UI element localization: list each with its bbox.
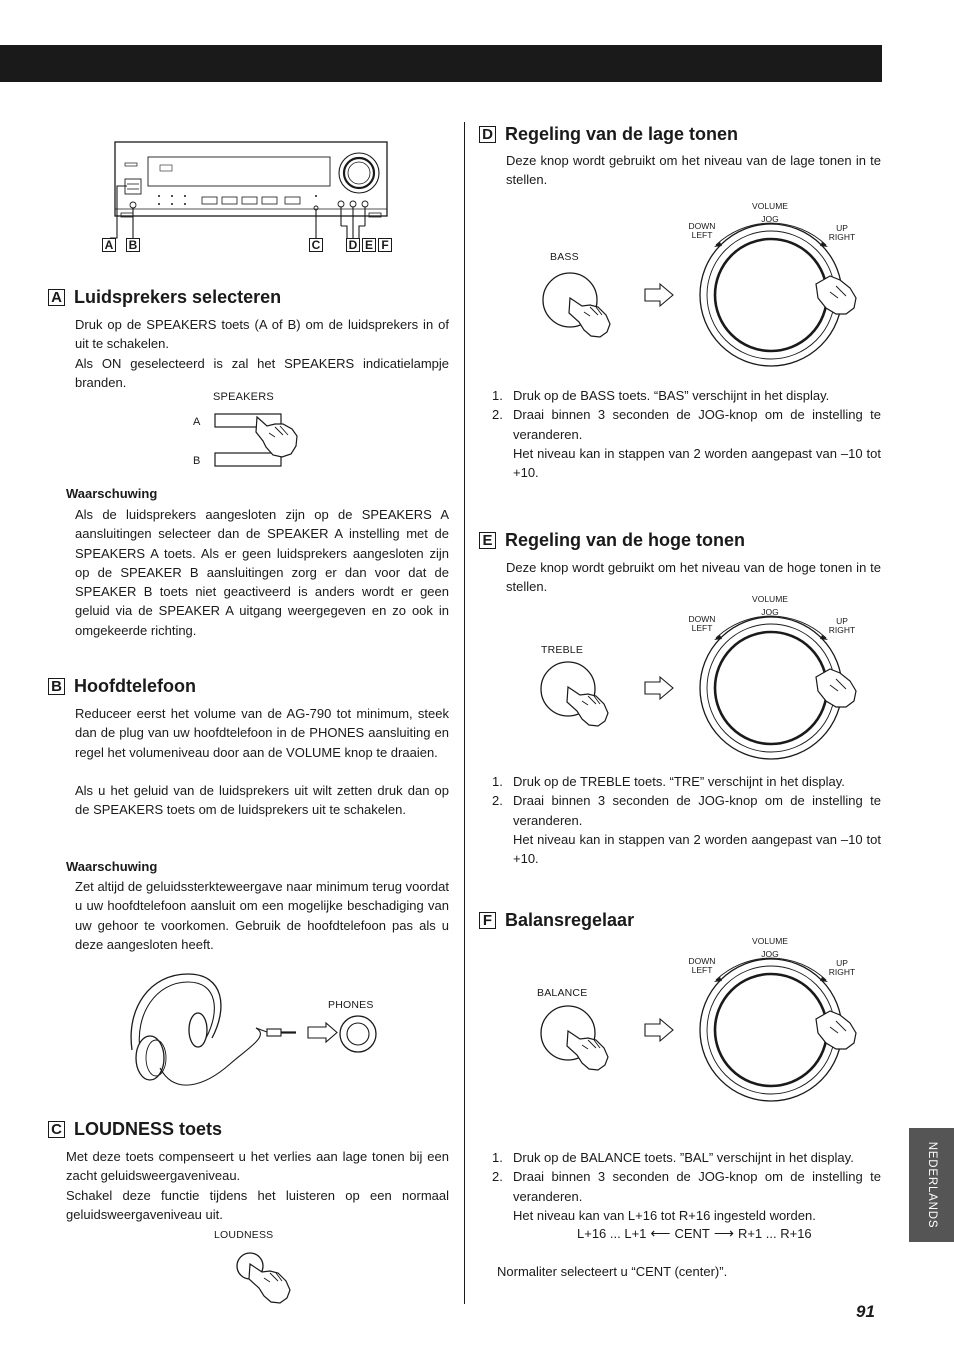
loudness-button-illustration bbox=[234, 1248, 304, 1308]
step-subtext: Het niveau kan in stappen van 2 worden aangepast van –10 tot +10. bbox=[513, 831, 881, 867]
diagram-label-e: E bbox=[362, 238, 376, 252]
up-label-f: UP bbox=[836, 958, 848, 968]
speakers-b-label: B bbox=[193, 455, 201, 467]
section-c-title: LOUDNESS toets bbox=[74, 1119, 223, 1139]
language-label: NEDERLANDS bbox=[925, 1141, 938, 1229]
balance-label: BALANCE bbox=[537, 987, 588, 999]
diagram-label-c: C bbox=[309, 238, 323, 252]
step-number: 2. bbox=[492, 407, 503, 423]
step-item bbox=[492, 1167, 881, 1225]
arrow-left-icon: ⟵ bbox=[650, 1225, 671, 1241]
section-b-letter: B bbox=[48, 678, 65, 695]
diagram-label-d: D bbox=[346, 238, 360, 252]
down-label-d: DOWN bbox=[688, 221, 716, 231]
balance-range bbox=[577, 1225, 812, 1242]
loudness-label: LOUDNESS bbox=[214, 1229, 274, 1241]
left-label-e: LEFT bbox=[691, 623, 713, 633]
treble-jog-dial-illustration bbox=[540, 605, 880, 765]
section-e-heading bbox=[479, 530, 745, 551]
volume-label-e: VOLUME bbox=[752, 594, 788, 604]
language-side-tab bbox=[909, 1128, 954, 1242]
down-label-e: DOWN bbox=[688, 614, 716, 624]
section-f-letter: F bbox=[479, 912, 496, 929]
section-e-letter: E bbox=[479, 532, 496, 549]
step-text: Druk op de BASS toets. “BAS” verschijnt in het display. bbox=[513, 388, 830, 403]
right-label-d: RIGHT bbox=[828, 232, 856, 242]
section-b-warning: Zet altijd de geluidssterkteweergave naar minimum terug voordat u uw hoofdtelefoon aansluit om een mogelijke beschadiging van uw gehoor te voorkomen. Gebruik de hoofdtelefoon pas als u deze aangesloten heeft. bbox=[75, 879, 449, 952]
section-d-heading bbox=[479, 124, 738, 145]
jog-label-d: JOG bbox=[761, 214, 779, 224]
jog-label-f: JOG bbox=[761, 949, 779, 959]
range-left: L+16 ... L+1 bbox=[577, 1226, 647, 1241]
step-text: Druk op de BALANCE toets. ”BAL” verschijnt in het display. bbox=[513, 1150, 854, 1165]
section-f-note: Normaliter selecteert u “CENT (center)”. bbox=[497, 1264, 728, 1279]
section-c-letter: C bbox=[48, 1121, 65, 1138]
step-item bbox=[492, 1148, 881, 1167]
balance-jog-dial-illustration bbox=[540, 947, 880, 1107]
section-e-title: Regeling van de hoge tonen bbox=[505, 530, 746, 550]
section-b-heading bbox=[48, 676, 196, 697]
speakers-a-label: A bbox=[193, 416, 201, 428]
step-subtext: Het niveau kan van L+16 tot R+16 ingesteld worden. bbox=[513, 1207, 816, 1223]
section-c-heading bbox=[48, 1119, 222, 1140]
section-f-steps bbox=[492, 1148, 881, 1225]
step-text: Draai binnen 3 seconden de JOG-knop om de instelling te veranderen. bbox=[513, 407, 881, 442]
volume-label-f: VOLUME bbox=[752, 936, 788, 946]
step-item bbox=[492, 405, 881, 482]
speakers-button-illustration bbox=[213, 405, 323, 475]
step-number: 1. bbox=[492, 774, 503, 789]
section-a-warning: Als de luidsprekers aangesloten zijn op de SPEAKERS A aansluitingen selecteer dan de SPEAKER A instelling met de SPEAKERS A toets. Als er geen luidsprekers aangesloten zijn op de SPEAKER B aansluitingen zorg er dan voor dat de SPEAKER B toets niet geactiveerd is anders wordt er geen geluid via de SPEAKER A uitgang weergegeven en zo ook in omgekeerde richting. bbox=[75, 507, 449, 638]
arrow-right-icon: ⟶ bbox=[713, 1225, 734, 1241]
section-b-body: Reduceer eerst het volume van de AG-790 tot minimum, steek dan de plug van uw hoofdtelefoon in de PHONES aansluiting en regel het volumeniveau door aan de VOLUME knop te draaien. Als u het geluid van de luidsprekers uit wilt zetten druk dan op de SPEAKERS toets om de luidsprekers uit te schakelen. bbox=[75, 706, 449, 818]
section-e-body: Deze knop wordt gebruikt om het niveau van de hoge tonen in te stellen. bbox=[506, 560, 881, 595]
section-a-letter: A bbox=[48, 289, 65, 306]
range-right: R+1 ... R+16 bbox=[737, 1226, 812, 1241]
section-d-body: Deze knop wordt gebruikt om het niveau van de lage tonen in te stellen. bbox=[506, 153, 881, 188]
section-c-body: Met deze toets compenseert u het verlies aan lage tonen bij een zacht geluidsweergaveniveau. Schakel deze functie tijdens het luisteren op een normaal geluidsweergaveniveau uit. bbox=[66, 1149, 449, 1222]
step-text: Druk op de TREBLE toets. “TRE” verschijnt in het display. bbox=[513, 774, 845, 789]
step-number: 2. bbox=[492, 793, 503, 809]
diagram-label-a: A bbox=[102, 238, 116, 252]
step-text: Draai binnen 3 seconden de JOG-knop om de instelling te veranderen. bbox=[513, 1169, 881, 1204]
step-number: 2. bbox=[492, 1169, 503, 1185]
section-d-steps bbox=[492, 386, 881, 482]
section-d-title: Regeling van de lage tonen bbox=[505, 124, 739, 144]
up-label-d: UP bbox=[836, 223, 848, 233]
volume-label-d: VOLUME bbox=[752, 201, 788, 211]
range-center: CENT bbox=[674, 1226, 710, 1241]
step-number: 1. bbox=[492, 388, 503, 403]
headphones-illustration bbox=[120, 968, 400, 1098]
diagram-label-b: B bbox=[126, 238, 140, 252]
page-number: 91 bbox=[856, 1302, 875, 1321]
step-subtext: Het niveau kan in stappen van 2 worden aangepast van –10 tot +10. bbox=[513, 445, 881, 481]
speakers-label: SPEAKERS bbox=[213, 391, 274, 403]
step-number: 1. bbox=[492, 1150, 503, 1165]
section-f-heading bbox=[479, 910, 634, 931]
bass-label: BASS bbox=[550, 251, 579, 263]
left-label-f: LEFT bbox=[691, 965, 713, 975]
down-label-f: DOWN bbox=[688, 956, 716, 966]
diagram-label-f: F bbox=[378, 238, 392, 252]
section-a-title: Luidsprekers selecteren bbox=[74, 287, 282, 307]
section-b-warning-title: Waarschuwing bbox=[66, 859, 158, 874]
section-a-body: Druk op de SPEAKERS toets (A of B) om de luidsprekers in of uit te schakelen. Als ON geselecteerd is zal het SPEAKERS indicatielampje branden. bbox=[75, 317, 449, 390]
phones-label: PHONES bbox=[328, 999, 374, 1011]
section-a-warning-title: Waarschuwing bbox=[66, 486, 158, 501]
section-f-title: Balansregelaar bbox=[505, 910, 635, 930]
up-label-e: UP bbox=[836, 616, 848, 626]
right-label-e: RIGHT bbox=[828, 625, 856, 635]
section-d-letter: D bbox=[479, 126, 496, 143]
left-label-d: LEFT bbox=[691, 230, 713, 240]
step-item bbox=[492, 791, 881, 868]
step-item bbox=[492, 386, 881, 405]
jog-label-e: JOG bbox=[761, 607, 779, 617]
section-a-heading bbox=[48, 287, 281, 308]
step-item bbox=[492, 772, 881, 791]
column-divider bbox=[464, 122, 465, 1304]
bass-jog-dial-illustration bbox=[540, 212, 880, 372]
treble-label: TREBLE bbox=[541, 644, 584, 656]
step-text: Draai binnen 3 seconden de JOG-knop om de instelling te veranderen. bbox=[513, 793, 881, 828]
section-b-title: Hoofdtelefoon bbox=[74, 676, 196, 696]
right-label-f: RIGHT bbox=[828, 967, 856, 977]
section-e-steps bbox=[492, 772, 881, 868]
